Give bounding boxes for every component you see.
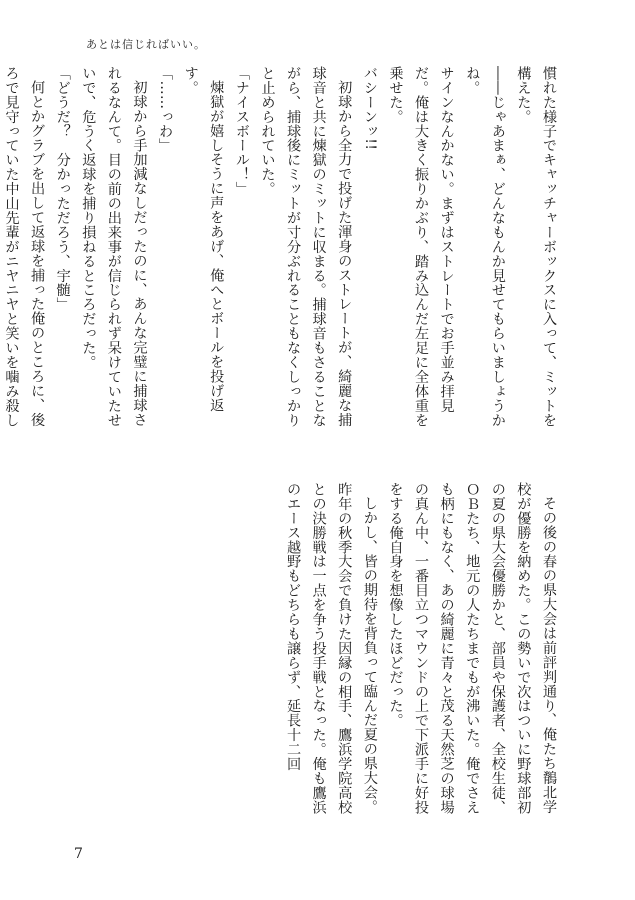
paragraph: その後の春の県大会は前評判通り、俺たち鶺北学校が優勝を納めた。この勢いで次はついに野球部初の夏の県大会優勝かと、部員や保護者、全校生徒、ＯＢたち、地元の人たちまでもが沸いた。俺でさえも柄にもなく、あの綺麗に青々と茂る天然芝の球場の真ん中、一番目立つマウンドの上で下派手に好投をする俺自身を想像したほどだった。: [387, 482, 557, 815]
paragraph: 煉獄が嬉しそうに声をあげ、俺へとボールを投げ返す。: [182, 66, 225, 413]
paragraph: 「……っわ」: [157, 66, 174, 153]
text-block-upper: [0, 66, 561, 436]
paragraph: ――じゃあまぁ、どんなもんか見せてもらいましょうかね。: [464, 66, 506, 428]
paragraph: サインなんかない。まずはストレートでお手並み拝見だ。俺は大きく振りかぶり、踏み込んだ左足に全体重を乗せた。: [387, 66, 455, 428]
page-number: 7: [74, 846, 83, 862]
paragraph: しかし、皆の期待を背負って臨んだ夏の県大会。昨年の秋季大会で負けた因縁の相手、鷹浜学院高校との決勝戦は一点を争う投手戦となった。俺も鷹浜のエース越野もどちらも譲らず、延長十二回: [285, 482, 378, 815]
paragraph: 初球から全力で投げた渾身のストレートが、綺麗な捕球音と共に煉獄のミットに収まる。捕球音もさることながら、捕球後にミットが寸分ぶれることもなくしっかりと止められていた。: [259, 66, 353, 428]
paragraph: 慣れた様子でキャッチャーボックスに入って、ミットを構えた。: [515, 66, 557, 428]
text-block-lower: [279, 482, 561, 822]
paragraph: 「ナイスボール！」: [233, 66, 250, 197]
paragraph: 「どうだ？ 分かっただろう、宇髄」: [54, 66, 71, 312]
paragraph: 何とかグラブを出して返球を捕った俺のところに、後ろで見守っていた中山先輩がニヤニヤと笑いを噛み殺し: [3, 66, 46, 428]
paragraph: 初球から手加減なしだったのに、あんな完璧に捕球されるなんて。目の前の出来事が信じられず呆けていたせいで、危うく返球を捕り損ねるところだった。: [80, 66, 148, 428]
paragraph: バシーンッ!!: [361, 66, 378, 151]
running-header: あとは信じればいい。: [86, 38, 206, 51]
